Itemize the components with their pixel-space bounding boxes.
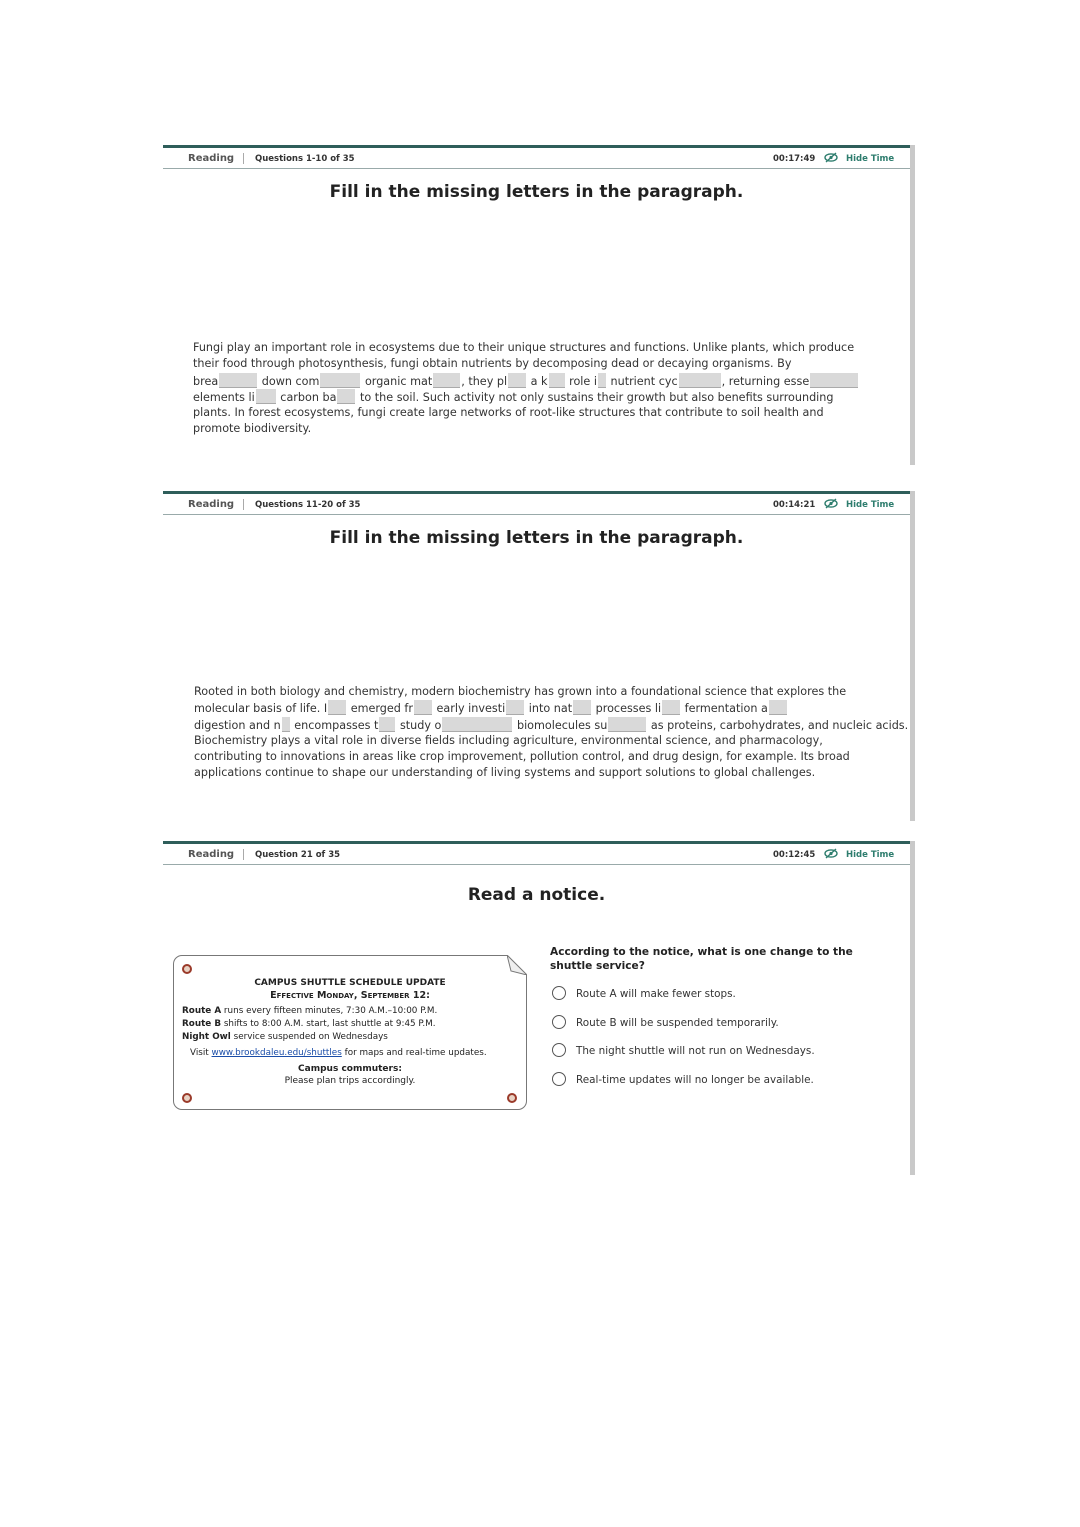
letter-gap-input[interactable] <box>256 389 276 404</box>
letter-gap-input[interactable] <box>573 700 591 715</box>
passage-text: emerged fr <box>347 702 413 716</box>
radio-button-icon[interactable] <box>552 1043 566 1057</box>
shuttle-link[interactable]: www.brookdaleu.edu/shuttles <box>211 1048 342 1058</box>
passage-text: role i <box>565 374 597 388</box>
question-counter: Question 21 of 35 <box>255 850 341 860</box>
passage-line <box>194 733 908 749</box>
eye-slash-icon[interactable] <box>824 848 838 859</box>
notice-title: CAMPUS SHUTTLE SCHEDULE UPDATE <box>254 978 446 988</box>
passage-text: processes li <box>592 702 662 716</box>
letter-gap-input[interactable] <box>337 389 355 404</box>
scrollbar[interactable] <box>910 145 915 465</box>
timer: 00:17:49 <box>773 154 816 164</box>
passage-text: Fungi play an important role in ecosystems due to their unique structures and functions. Unlike plants, which produce <box>193 341 855 354</box>
hide-time-button[interactable]: Hide Time <box>846 154 895 164</box>
question-counter: Questions 11-20 of 35 <box>255 500 361 510</box>
answer-option-3[interactable] <box>552 1043 815 1057</box>
option-label: The night shuttle will not run on Wednesdays. <box>576 1045 815 1057</box>
letter-gap-input[interactable] <box>508 373 526 388</box>
radio-button-icon[interactable] <box>552 1072 566 1086</box>
option-label: Route B will be suspended temporarily. <box>576 1017 779 1029</box>
panel-header <box>163 148 910 169</box>
notice-route-a <box>182 1006 437 1016</box>
passage-text: a k <box>527 374 548 388</box>
passage-text: molecular basis of life. I <box>194 702 328 716</box>
answer-option-4[interactable] <box>552 1072 814 1086</box>
header-divider <box>243 849 244 860</box>
reading-panel-2 <box>163 491 915 821</box>
letter-gap-input[interactable] <box>282 717 290 732</box>
notice-plan: Please plan trips accordingly. <box>284 1076 416 1086</box>
passage-text: organic mat <box>361 374 433 388</box>
eye-slash-icon[interactable] <box>824 152 838 163</box>
passage <box>194 684 908 782</box>
passage-text: plants. In forest ecosystems, fungi create large networks of root-like structures that contribute to soil health and <box>193 406 824 420</box>
passage <box>193 340 859 438</box>
passage-text: study o <box>396 718 442 732</box>
option-label: Real-time updates will no longer be available. <box>576 1074 814 1086</box>
passage-line <box>193 389 859 405</box>
passage-text: applications continue to shape our understanding of living systems and support solutions to global challenges. <box>194 766 816 780</box>
passage-line <box>193 421 859 437</box>
passage-text: brea <box>193 374 219 388</box>
passage-text: Biochemistry plays a vital role in diverse fields including agriculture, environmental science, and pharmacology, <box>194 733 823 747</box>
letter-gap-input[interactable] <box>219 373 257 388</box>
timer: 00:12:45 <box>773 850 816 860</box>
passage-line <box>194 684 908 700</box>
question-counter: Questions 1-10 of 35 <box>255 154 355 164</box>
scrollbar[interactable] <box>910 841 915 1175</box>
page-title: Read a notice. <box>467 885 606 905</box>
passage-line <box>194 749 908 765</box>
letter-gap-input[interactable] <box>414 700 432 715</box>
question-stem: According to the notice, what is one change to the shuttle service? <box>550 946 853 972</box>
passage-text: digestion and n <box>194 718 281 732</box>
reading-panel-3 <box>163 841 915 1175</box>
hide-time-button[interactable]: Hide Time <box>846 500 895 510</box>
passage-text: to the soil. Such activity not only sustains their growth but also benefits surrounding <box>356 390 834 404</box>
notice-route-b <box>182 1019 436 1029</box>
passage-line <box>194 765 908 781</box>
letter-gap-input[interactable] <box>598 373 606 388</box>
option-label: Route A will make fewer stops. <box>576 988 736 1000</box>
notice-visit-line <box>190 1048 487 1058</box>
letter-gap-input[interactable] <box>328 700 346 715</box>
pushpin-icon <box>182 1093 192 1103</box>
passage-line <box>194 700 908 716</box>
visit-prefix: Visit <box>190 1048 212 1058</box>
section-label: Reading <box>188 153 235 164</box>
passage-text: promote biodiversity. <box>193 422 312 436</box>
passage-text: Rooted in both biology and chemistry, modern biochemistry has grown into a foundational science that explores the <box>194 685 847 698</box>
route-a-label: Route A <box>182 1006 222 1016</box>
route-b-label: Route B <box>182 1019 222 1029</box>
route-b-text: shifts to 8:00 A.M. start, last shuttle at 9:45 P.M. <box>221 1019 436 1029</box>
night-owl-label: Night Owl <box>182 1032 231 1042</box>
passage-text: their food through photosynthesis, fungi obtain nutrients by decomposing dead or decaying organisms. By <box>193 357 792 371</box>
passage-line <box>193 373 859 389</box>
timer: 00:14:21 <box>773 500 816 510</box>
passage-text: nutrient cyc <box>606 374 678 388</box>
passage-text: biomolecules su <box>513 718 608 732</box>
letter-gap-input[interactable] <box>662 700 680 715</box>
notice-commuters: Campus commuters: <box>298 1064 402 1074</box>
radio-button-icon[interactable] <box>552 986 566 1000</box>
page-title: Fill in the missing letters in the paragraph. <box>329 528 744 548</box>
radio-button-icon[interactable] <box>552 1015 566 1029</box>
notice-effective-date: Effective Monday, September 12: <box>270 990 430 1001</box>
answer-option-1[interactable] <box>552 986 736 1000</box>
letter-gap-input[interactable] <box>810 373 858 388</box>
route-a-text: runs every fifteen minutes, 7:30 A.M.–10:00 P.M. <box>221 1006 438 1016</box>
hide-time-button[interactable]: Hide Time <box>846 850 895 860</box>
passage-line <box>193 405 859 421</box>
section-label: Reading <box>188 849 235 860</box>
panel-header <box>163 844 910 865</box>
passage-text: encompasses t <box>290 718 379 732</box>
pushpin-icon <box>182 964 192 974</box>
letter-gap-input[interactable] <box>608 717 646 732</box>
passage-text: contributing to innovations in areas like crop improvement, pollution control, and drug design, for example. Its broad <box>194 750 850 764</box>
night-owl-text: service suspended on Wednesdays <box>230 1032 388 1042</box>
pushpin-icon <box>507 1093 517 1103</box>
passage-line <box>193 356 859 372</box>
passage-text: into nat <box>525 702 573 716</box>
answer-option-2[interactable] <box>552 1015 779 1029</box>
passage-line <box>193 340 859 356</box>
passage-text: , they pl <box>461 374 508 388</box>
notice-card <box>173 955 527 1110</box>
letter-gap-input[interactable] <box>679 373 721 388</box>
letter-gap-input[interactable] <box>549 373 565 388</box>
letter-gap-input[interactable] <box>442 717 512 732</box>
passage-text: as proteins, carbohydrates, and nucleic acids. <box>647 718 909 732</box>
passage-text: fermentation a <box>681 702 768 716</box>
letter-gap-input[interactable] <box>769 700 787 715</box>
eye-slash-icon[interactable] <box>824 498 838 509</box>
passage-text: , returning esse <box>721 374 810 388</box>
section-label: Reading <box>188 499 235 510</box>
notice-night-owl <box>182 1032 388 1042</box>
header-divider <box>243 153 244 164</box>
passage-text: elements li <box>193 390 255 404</box>
visit-suffix: for maps and real-time updates. <box>341 1048 487 1058</box>
scrollbar[interactable] <box>910 491 915 821</box>
letter-gap-input[interactable] <box>433 373 460 388</box>
reading-panel-1 <box>163 145 915 465</box>
passage-text: carbon ba <box>276 390 337 404</box>
passage-text: early investi <box>432 702 506 716</box>
header-divider <box>243 499 244 510</box>
letter-gap-input[interactable] <box>320 373 360 388</box>
panel-header <box>163 494 910 515</box>
letter-gap-input[interactable] <box>506 700 524 715</box>
page-curl-icon <box>507 955 527 975</box>
passage-text: down com <box>258 374 320 388</box>
letter-gap-input[interactable] <box>379 717 395 732</box>
page-title: Fill in the missing letters in the paragraph. <box>329 182 744 202</box>
passage-line <box>194 717 908 733</box>
